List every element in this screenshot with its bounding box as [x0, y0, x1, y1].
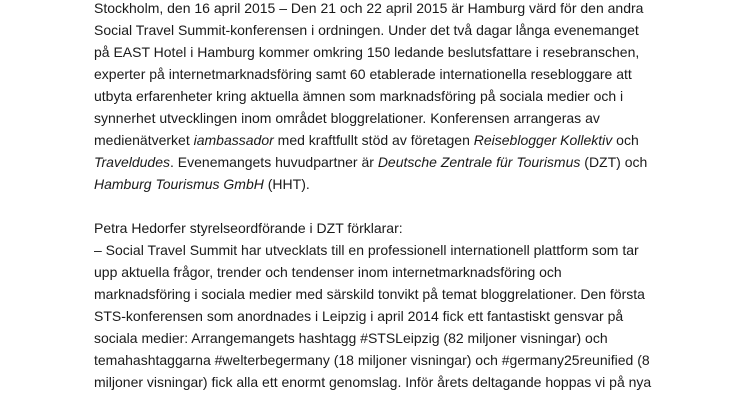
paragraph-1-line-5: utbyta erfarenheter kring aktuella ämnen som marknadsföring på sociala medier och i — [94, 88, 624, 104]
paragraph-1-line-1: Stockholm, den 16 april 2015 – Den 21 och 22 april 2015 är Hamburg värd för den andra — [94, 0, 644, 16]
text: . Evenemangets huvudpartner är — [170, 154, 378, 170]
paragraph-1-line-2: Social Travel Summit-konferensen i ordningen. Under det två dagar långa evenemanget — [94, 22, 639, 38]
organization-name-reiseblogger-kollektiv: Reiseblogger Kollektiv — [473, 132, 613, 148]
text: och — [612, 132, 639, 148]
organization-name-hht: Hamburg Tourismus GmbH — [94, 176, 264, 192]
paragraph-1-line-6: synnerhet utvecklingen inom området bloggrelationer. Konferensen arrangeras av — [94, 110, 600, 126]
organization-name-traveldudes: Traveldudes — [94, 154, 171, 170]
text: (DZT) och — [580, 154, 648, 170]
organization-name-iambassador: iambassador — [193, 132, 274, 148]
text: med kraftfullt stöd av företagen — [273, 132, 474, 148]
paragraph-1-line-8 — [94, 154, 647, 171]
paragraph-2-line-1: Petra Hedorfer styrelseordförande i DZT förklarar: — [94, 220, 403, 236]
text: (HHT). — [263, 176, 310, 192]
paragraph-2-line-2: – Social Travel Summit har utvecklats till en professionell internationell plattform som tar — [94, 242, 639, 258]
paragraph-1-line-9 — [94, 176, 310, 193]
paragraph-2-line-5: STS-konferensen som anordnades i Leipzig i april 2014 fick ett fantastiskt gensvar på — [94, 308, 624, 324]
paragraph-1-line-4: experter på internetmarknadsföring samt 60 etablerade internationella resebloggare att — [94, 66, 632, 82]
paragraph-2-line-3: upp aktuella frågor, trender och tendenser inom internetmarknadsföring och — [94, 264, 562, 280]
paragraph-1-line-3: på EAST Hotel i Hamburg kommer omkring 150 ledande beslutsfattare i resebranschen, — [94, 44, 640, 60]
paragraph-1-line-7 — [94, 132, 639, 149]
paragraph-2-line-7: temahashtaggarna #welterbegermany (18 miljoner visningar) och #germany25reunified (8 — [94, 352, 650, 368]
paragraph-2-line-6: sociala medier: Arrangemangets hashtagg #STSLeipzig (82 miljoner visningar) och — [94, 330, 608, 346]
paragraph-2-line-8: miljoner visningar) fick alla ett enormt genomslag. Inför årets deltagande hoppas vi på nya — [94, 374, 652, 390]
paragraph-2-line-4: marknadsföring i sociala medier med särskild tonvikt på temat bloggrelationer. Den första — [94, 286, 645, 302]
organization-name-dzt: Deutsche Zentrale für Tourismus — [377, 154, 581, 170]
text: medienätverket — [94, 132, 194, 148]
